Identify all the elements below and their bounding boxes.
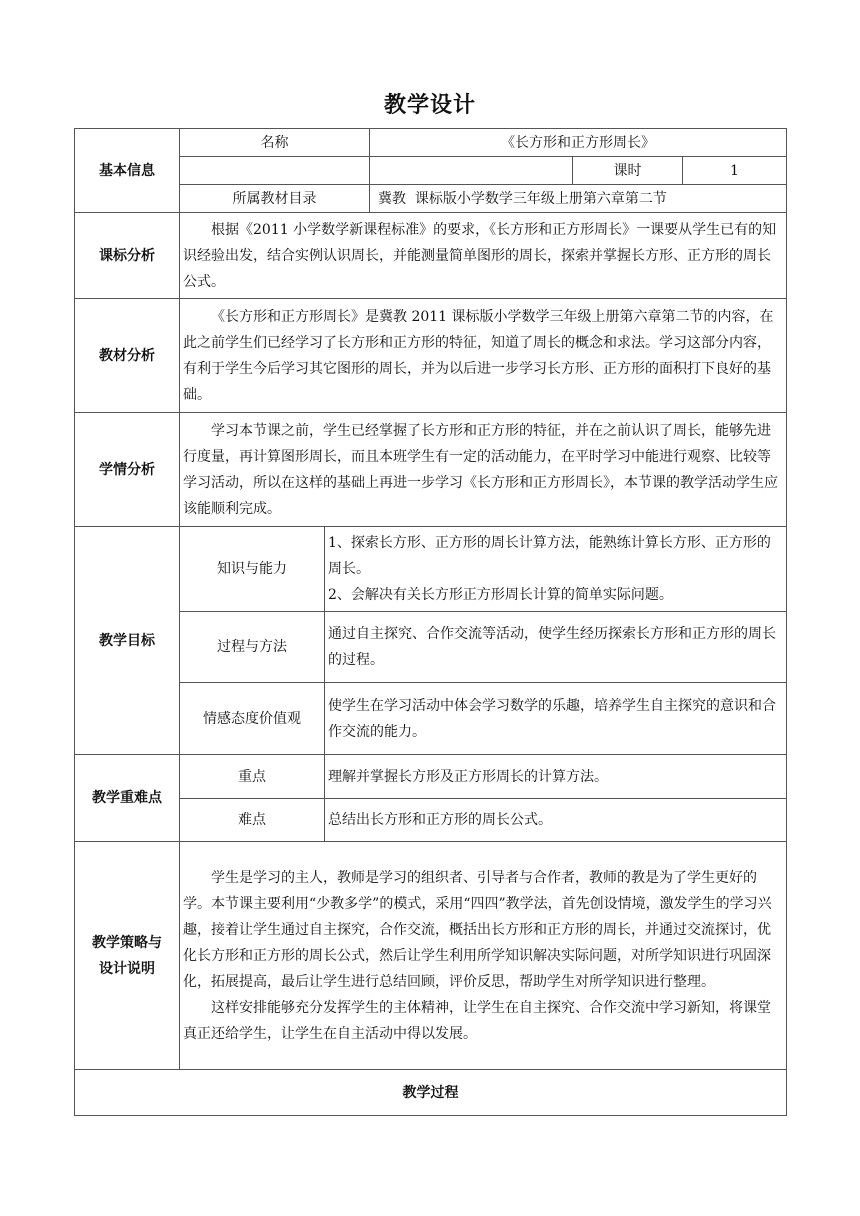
- objective-process-row: [75, 612, 787, 683]
- emotion-text: 使学生在学习活动中体会学习数学的乐趣，培养学生自主探究的意识和合作交流的能力。: [328, 697, 776, 740]
- strategy-label: [75, 842, 180, 1070]
- objectives-label: 教学目标: [75, 527, 180, 755]
- empty-cell: [370, 157, 573, 185]
- students-row: [75, 413, 787, 527]
- textbook-text: 《长方形和正方形周长》是冀教 2011 课标版小学数学三年级上册第六章第二节的内容，在此之前学生们已经学习了长方形和正方形的特征，知道了周长的概念和求法。学习这部分内容，有利于学生今后学习其它图形的周长，并为以后进一步学习长方形、正方形的面积打下良好的基础。: [183, 308, 774, 403]
- process-label: 过程与方法: [180, 612, 325, 683]
- key-points-label: 教学重难点: [75, 755, 180, 842]
- difficult-point-row: [75, 799, 787, 842]
- knowledge-label: 知识与能力: [180, 527, 325, 612]
- strategy-paragraph-2: 这样安排能够充分发挥学生的主体精神，让学生在自主探究、合作交流中学习新知，将课堂真正还给学生，让学生在自主活动中得以发展。: [183, 999, 771, 1042]
- basic-info-row-catalog: [75, 185, 787, 213]
- catalog-label: 所属教材目录: [180, 185, 370, 213]
- page-title: 教学设计: [383, 93, 476, 118]
- period-label: 课时: [573, 157, 683, 185]
- students-label: 学情分析: [75, 413, 180, 527]
- objective-emotion-row: [75, 683, 787, 755]
- empty-cell: [180, 157, 370, 185]
- strategy-label-line2: 设计说明: [99, 960, 155, 977]
- knowledge-item-1: 1、探索长方形、正方形的周长计算方法，能熟练计算长方形、正方形的周长。: [328, 535, 771, 577]
- textbook-label: 教材分析: [75, 299, 180, 413]
- knowledge-item-2: 2、会解决有关长方形正方形周长计算的简单实际问题。: [328, 587, 673, 603]
- key-text: 理解并掌握长方形及正方形周长的计算方法。: [325, 755, 787, 799]
- strategy-row: [75, 842, 787, 1070]
- lesson-design-table: [74, 128, 787, 1116]
- key-label: 重点: [180, 755, 325, 799]
- difficult-text: 总结出长方形和正方形的周长公式。: [325, 799, 787, 842]
- difficult-label: 难点: [180, 799, 325, 842]
- strategy-paragraph-1: 学生是学习的主人，教师是学习的组织者、引导者与合作者，教师的教是为了学生更好的学。本节课主要利用“少教多学”的模式，采用“四四”教学法，首先创设情境，激发学生的学习兴趣，接着让学生通过自主探究，合作交流，概括出长方形和正方形的周长，并通过交流探讨，优化长方形和正方形的周长公式，然后让学生利用所学知识解决实际问题，对所学知识进行巩固深化，拓展提高，最后让学生进行总结回顾，评价反思，帮助学生对所学知识进行整理。: [183, 869, 772, 990]
- basic-info-row-name: [75, 129, 787, 157]
- textbook-row: [75, 299, 787, 413]
- curriculum-row: [75, 213, 787, 299]
- name-value: 《长方形和正方形周长》: [370, 129, 787, 157]
- students-text: 学习本节课之前，学生已经掌握了长方形和正方形的特征，并在之前认识了周长，能够先进行度量，再计算图形周长，而且本班学生有一定的活动能力，在平时学习中能进行观察、比较等学习活动，所以在这样的基础上再进一步学习《长方形和正方形周长》，本节课的教学活动学生应该能顺利完成。: [183, 422, 778, 517]
- curriculum-text: 根据《2011 小学数学新课程标准》的要求，《长方形和正方形周长》一课要从学生已有的知识经验出发，结合实例认识周长，并能测量简单图形的周长，探索并掌握长方形、正方形的周长公式。: [183, 221, 777, 290]
- curriculum-label: 课标分析: [75, 213, 180, 299]
- period-value: 1: [683, 157, 787, 185]
- process-text: 通过自主探究、合作交流等活动，使学生经历探索长方形和正方形的周长的过程。: [328, 626, 776, 668]
- teaching-process-title: 教学过程: [75, 1070, 787, 1116]
- basic-info-label: 基本信息: [75, 129, 180, 213]
- process-title-row: [75, 1070, 787, 1116]
- basic-info-row-period: [75, 157, 787, 185]
- catalog-value: 冀教 课标版小学数学三年级上册第六章第二节: [370, 185, 787, 213]
- key-point-row: [75, 755, 787, 799]
- strategy-label-line1: 教学策略与: [92, 934, 162, 951]
- objective-knowledge-row: [75, 527, 787, 612]
- emotion-label: 情感态度价值观: [180, 683, 325, 755]
- name-label: 名称: [180, 129, 370, 157]
